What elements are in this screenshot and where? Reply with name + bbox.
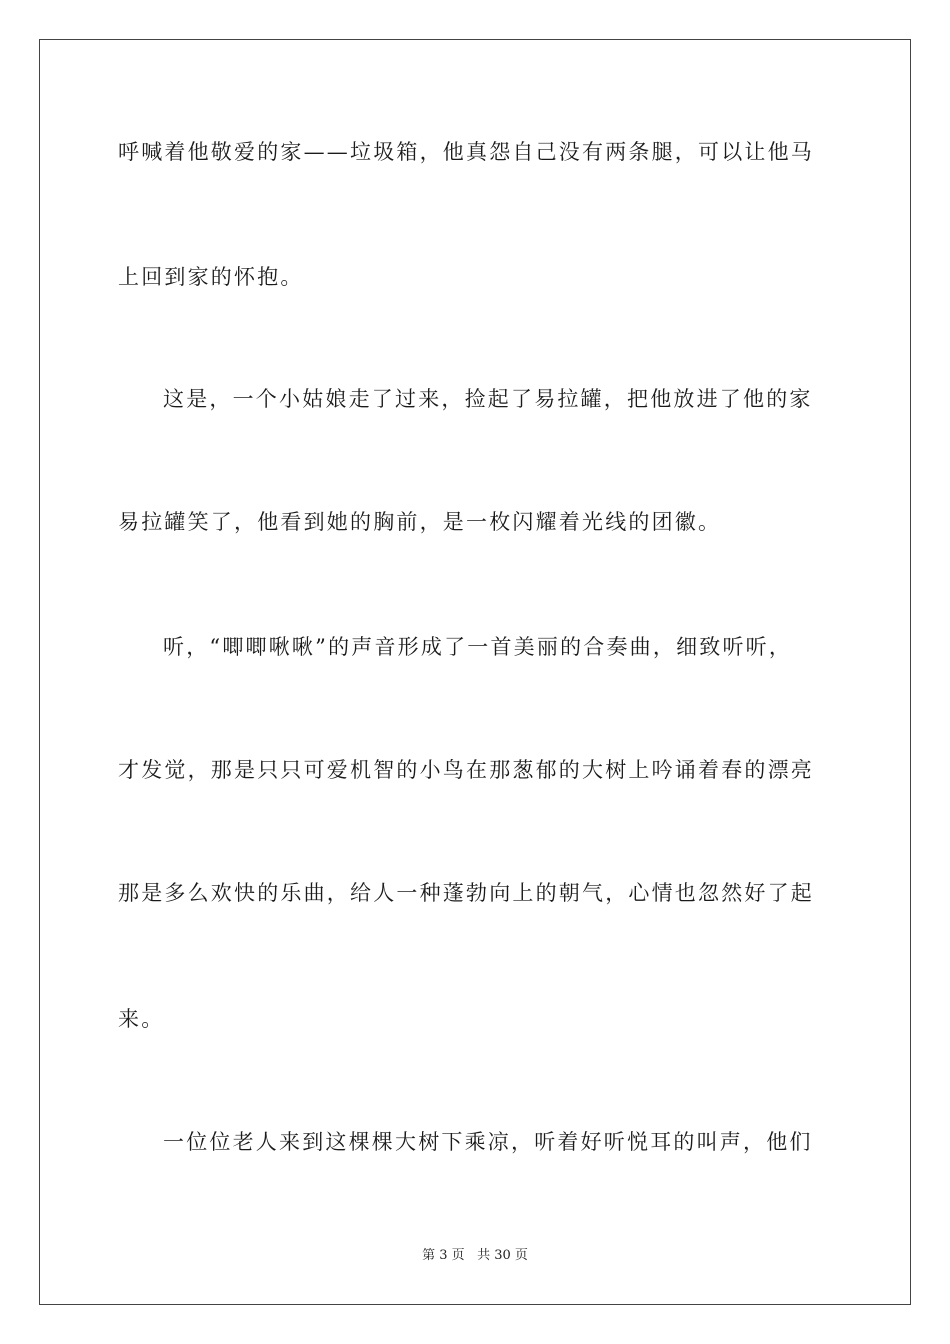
text-line-7: 那是多么欢快的乐曲，给人一种蓬勃向上的朝气，心情也忽然好了起	[118, 881, 814, 905]
page-number: 第 3 页	[422, 1248, 465, 1263]
text-line-8: 来。	[118, 1007, 165, 1031]
text-line-3: 这是，一个小姑娘走了过来，捡起了易拉罐，把他放进了他的家	[163, 387, 813, 411]
page-footer	[0, 1246, 950, 1266]
text-line-2: 上回到家的怀抱。	[118, 265, 304, 289]
page-total: 共 30 页	[477, 1248, 528, 1263]
text-line-5: 听，“唧唧啾啾”的声音形成了一首美丽的合奏曲，细致听听，	[163, 635, 793, 659]
text-line-4: 易拉罐笑了，他看到她的胸前，是一枚闪耀着光线的团徽。	[118, 510, 722, 534]
text-line-9: 一位位老人来到这棵棵大树下乘凉，听着好听悦耳的叫声，他们	[163, 1130, 813, 1154]
text-line-6: 才发觉，那是只只可爱机智的小鸟在那葱郁的大树上吟诵着春的漂亮	[118, 758, 814, 782]
page-border	[39, 39, 911, 1305]
text-line-1: 呼喊着他敬爱的家——垃圾箱，他真怨自己没有两条腿，可以让他马	[118, 140, 814, 164]
